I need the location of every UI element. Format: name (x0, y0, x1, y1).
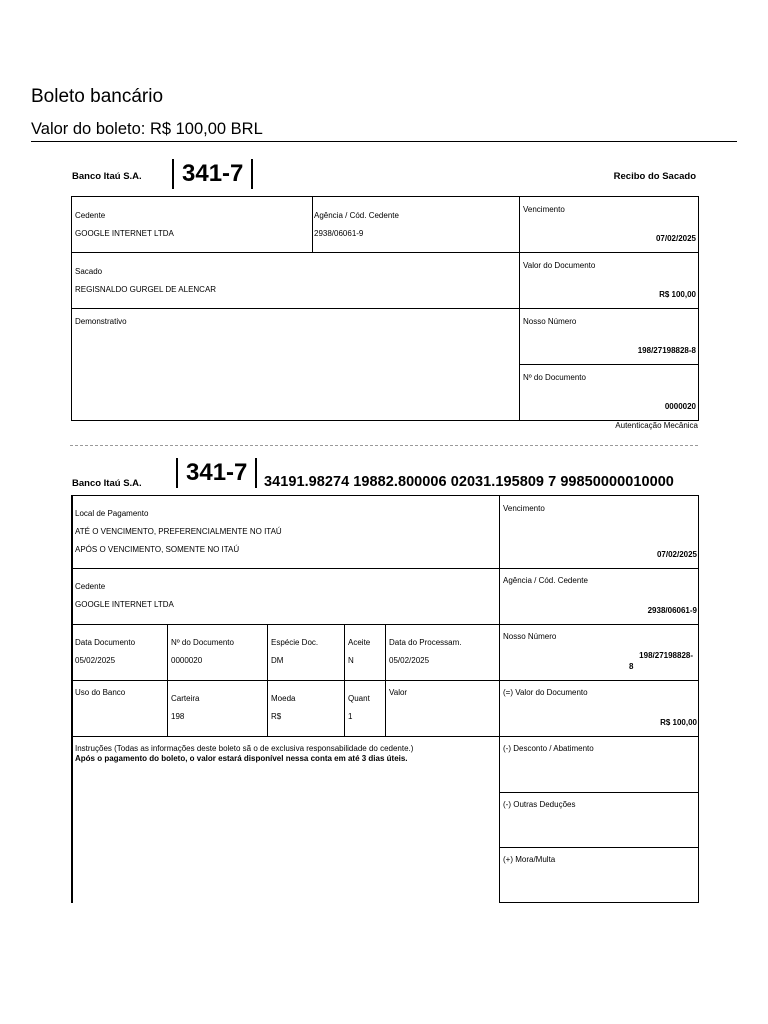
slip-right-border (698, 495, 699, 903)
local-pagamento-label: Local de Pagamento (75, 509, 149, 518)
desconto-label: (-) Desconto / Abatimento (503, 744, 594, 753)
receipt-table (71, 196, 699, 421)
carteira-value: 198 (171, 712, 185, 721)
receipt-cedente-divider (312, 197, 313, 252)
receipt-num-doc-value: 0000020 (664, 402, 696, 411)
receipt-demonstrativo-label: Demonstrativo (75, 317, 127, 326)
receipt-agencia-value: 2938/06061-9 (314, 229, 364, 238)
slip-num-doc-label: Nº do Documento (171, 638, 234, 647)
slip-hline-4 (71, 736, 699, 737)
slip-nosso-numero-value-1: 198/27198828- (639, 651, 693, 660)
receipt-hline-r1 (519, 252, 698, 253)
slip-left-border (71, 495, 73, 903)
receipt-sacado-value: REGISNALDO GURGEL DE ALENCAR (75, 285, 217, 294)
slip-vline-r3d (385, 624, 386, 680)
receipt-hline-r2 (519, 308, 698, 309)
receipt-valor-doc-label: Valor do Documento (523, 261, 596, 270)
especie-doc-label: Espécie Doc. (271, 638, 319, 647)
receipt-vencimento-value: 07/02/2025 (655, 234, 696, 243)
slip-agencia-value: 2938/06061-9 (647, 606, 697, 615)
slip-nosso-numero-label: Nosso Número (503, 632, 557, 641)
slip-vencimento-value: 07/02/2025 (656, 550, 697, 559)
data-documento-value: 05/02/2025 (75, 656, 116, 665)
slip-cedente-label: Cedente (75, 582, 106, 591)
receipt-sacado-label: Sacado (75, 267, 103, 276)
slip-hline-1 (71, 568, 699, 569)
slip-vline-r3a (167, 624, 168, 680)
receipt-agencia-label: Agência / Cód. Cedente (314, 211, 399, 220)
slip-vline-r4d (385, 680, 386, 736)
receipt-vencimento-label: Vencimento (523, 205, 565, 214)
page-title: Boleto bancário (31, 86, 164, 107)
uso-banco-label: Uso do Banco (75, 688, 126, 697)
receipt-nosso-numero-label: Nosso Número (523, 317, 577, 326)
slip-top-border (71, 495, 698, 496)
data-documento-label: Data Documento (75, 638, 136, 647)
receipt-title: Recibo do Sacado (613, 171, 696, 182)
outras-deducoes-label: (-) Outras Deduções (503, 800, 576, 809)
mora-multa-label: (+) Mora/Multa (503, 855, 556, 864)
slip-vline-r4c (344, 680, 345, 736)
aceite-label: Aceite (348, 638, 371, 647)
instrucoes-text: Após o pagamento do boleto, o valor estará disponível nessa conta em até 3 dias úteis. (75, 754, 408, 763)
amount-line: Valor do boleto: R$ 100,00 BRL (31, 120, 263, 138)
slip-bank-code: 341-7 (176, 458, 257, 488)
slip-bank-name: Banco Itaú S.A. (72, 478, 142, 489)
local-pagamento-line1: ATÉ O VENCIMENTO, PREFERENCIALMENTE NO ITAÚ (75, 527, 282, 536)
instrucoes-label: Instruções (Todas as informações deste boleto sã o de exclusiva responsabilidade do cedente.) (75, 744, 414, 753)
receipt-num-doc-label: Nº do Documento (523, 373, 586, 382)
quant-value: 1 (348, 712, 353, 721)
slip-vline-r3c (344, 624, 345, 680)
slip-vline-r4a (167, 680, 168, 736)
slip-hline-r2 (499, 847, 699, 848)
receipt-cedente-value: GOOGLE INTERNET LTDA (75, 229, 174, 238)
slip-valor-doc-value: R$ 100,00 (660, 718, 697, 727)
receipt-cedente-label: Cedente (75, 211, 106, 220)
local-pagamento-line2: APÓS O VENCIMENTO, SOMENTE NO ITAÚ (75, 545, 240, 554)
cut-line (70, 445, 698, 446)
especie-doc-value: DM (271, 656, 284, 665)
slip-vline-r3b (267, 624, 268, 680)
slip-agencia-label: Agência / Cód. Cedente (503, 576, 588, 585)
slip-table (71, 495, 699, 904)
receipt-bank-name: Banco Itaú S.A. (72, 171, 142, 182)
slip-bottom-right-border (499, 902, 699, 903)
slip-cedente-value: GOOGLE INTERNET LTDA (75, 600, 174, 609)
mechanical-authentication: Autenticação Mecânica (615, 421, 698, 430)
digitable-line: 34191.98274 19882.800006 02031.195809 7 99850000010000 (264, 474, 674, 490)
receipt-hline-r3 (519, 364, 698, 365)
slip-valor-doc-label: (=) Valor do Documento (503, 688, 588, 697)
slip-hline-r1 (499, 792, 699, 793)
carteira-label: Carteira (171, 694, 200, 703)
aceite-value: N (348, 656, 354, 665)
data-processamento-value: 05/02/2025 (389, 656, 430, 665)
receipt-hline-2 (72, 308, 520, 309)
receipt-valor-doc-value: R$ 100,00 (659, 290, 696, 299)
moeda-label: Moeda (271, 694, 296, 703)
header-divider (31, 141, 737, 142)
slip-col-divider (499, 495, 500, 903)
valor-label: Valor (389, 688, 408, 697)
slip-nosso-numero-value-2: 8 (629, 662, 634, 671)
data-processamento-label: Data do Processam. (389, 638, 462, 647)
slip-vencimento-label: Vencimento (503, 504, 545, 513)
slip-num-doc-value: 0000020 (171, 656, 203, 665)
moeda-value: R$ (271, 712, 282, 721)
receipt-nosso-numero-value: 198/27198828-8 (637, 346, 696, 355)
receipt-hline-1 (72, 252, 520, 253)
receipt-bank-code: 341-7 (172, 159, 253, 189)
slip-vline-r4b (267, 680, 268, 736)
quant-label: Quant (348, 694, 370, 703)
